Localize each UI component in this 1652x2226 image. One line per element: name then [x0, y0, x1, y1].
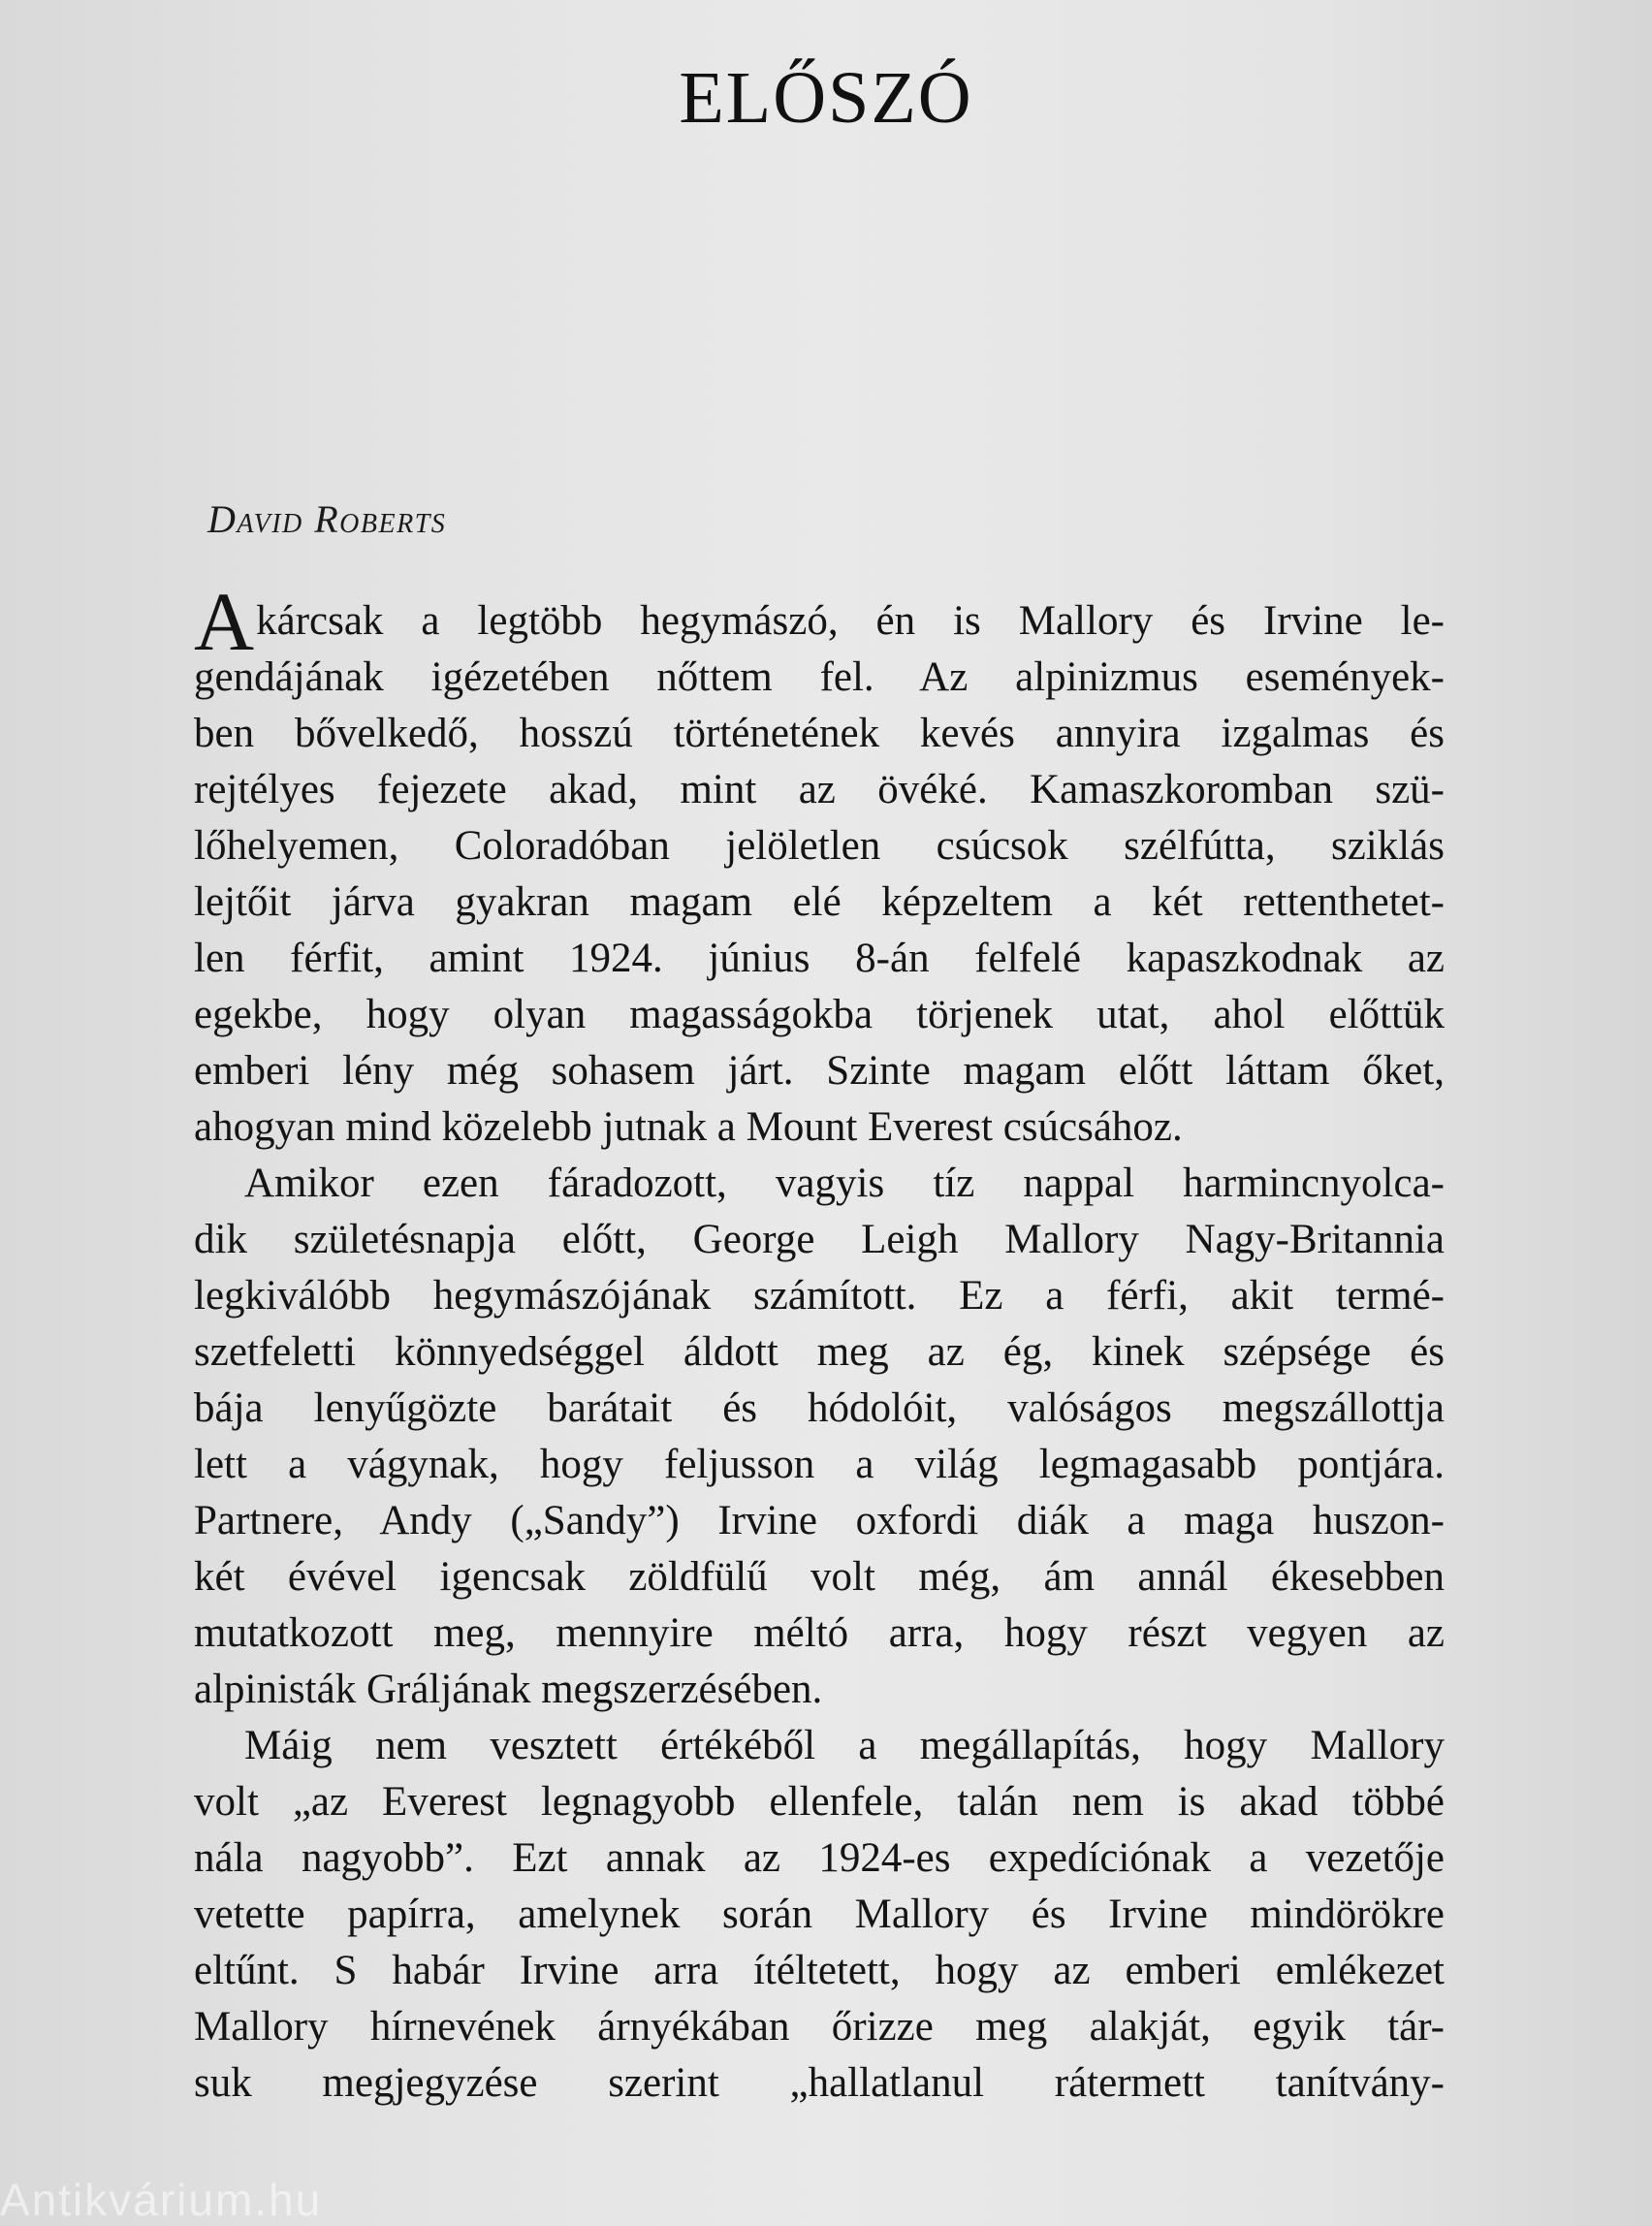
text-line: Máig nem vesztett értékéből a megállapítás, hogy Mallory [244, 1723, 1445, 1768]
chapter-title: ELŐSZÓ [679, 57, 973, 139]
text-line: volt „az Everest legnagyobb ellenfele, talán nem is akad többé [194, 1779, 1445, 1825]
text-line: rejtélyes fejezete akad, mint az övéké. Kamaszkoromban szü- [194, 767, 1445, 812]
paragraph-3 [194, 1718, 1445, 2112]
text-line: szetfeletti könnyedséggel áldott meg az ég, kinek szépsége és [194, 1329, 1445, 1375]
text-line: lőhelyemen, Coloradóban jelöletlen csúcsok szélfútta, sziklás [194, 823, 1445, 869]
text-line: alpinisták Gráljának megszerzésében. [194, 1667, 823, 1712]
text-line: eltűnt. S habár Irvine arra ítéltetett, hogy az emberi emlékezet [194, 1948, 1445, 1993]
text-line: ben bővelkedő, hosszú történetének kevés annyira izgalmas és [194, 711, 1445, 756]
text-line: legkiválóbb hegymászójának számított. Ez a férfi, akit termé- [194, 1273, 1445, 1319]
text-line: ahogyan mind közelebb jutnak a Mount Everest csúcsához. [194, 1104, 1183, 1150]
text-line: vetette papírra, amelynek során Mallory és Irvine mindörökre [194, 1892, 1445, 1937]
text-line: gendájának igézetében nőttem fel. Az alpinizmus események- [194, 654, 1445, 700]
body-text [194, 575, 1445, 2112]
drop-cap: A [194, 575, 255, 668]
text-line: nála nagyobb”. Ezt annak az 1924-es expedíciónak a vezetője [194, 1835, 1445, 1881]
author-name: David Roberts [207, 497, 447, 541]
text-line: len férfit, amint 1924. június 8-án felfelé kapaszkodnak az [194, 936, 1445, 981]
paragraph-2 [194, 1156, 1445, 1718]
text-line: dik születésnapja előtt, George Leigh Mallory Nagy-Britannia [194, 1217, 1445, 1262]
text-line: bája lenyűgözte barátait és hódolóit, valóságos megszállottja [194, 1385, 1445, 1431]
text-line: lejtőit járva gyakran magam elé képzeltem a két rettenthetet- [194, 879, 1445, 925]
text-line: két évével igencsak zöldfülű volt még, ám annál ékesebben [194, 1554, 1445, 1600]
text-line: Akárcsak a legtöbb hegymászó, én is Mallory és Irvine le- [194, 575, 1445, 668]
text-line: egekbe, hogy olyan magasságokba törjenek utat, ahol előttük [194, 992, 1445, 1037]
text-line: Mallory hírnevének árnyékában őrizze meg alakját, egyik tár- [194, 2004, 1445, 2050]
text-line: mutatkozott meg, mennyire méltó arra, hogy részt vegyen az [194, 1610, 1445, 1656]
text-line: suk megjegyzése szerint „hallatlanul rátermett tanítvány- [194, 2060, 1445, 2106]
text-line: emberi lény még sohasem járt. Szinte magam előtt láttam őket, [194, 1048, 1445, 1094]
text-line: lett a vágynak, hogy feljusson a világ legmagasabb pontjára. [194, 1442, 1445, 1487]
watermark: Antikvárium.hu [0, 2175, 323, 2225]
text-line: Amikor ezen fáradozott, vagyis tíz nappal harmincnyolca- [244, 1161, 1445, 1206]
text-line: Partnere, Andy („Sandy”) Irvine oxfordi diák a maga huszon- [194, 1498, 1445, 1543]
paragraph-1 [194, 575, 1445, 1156]
